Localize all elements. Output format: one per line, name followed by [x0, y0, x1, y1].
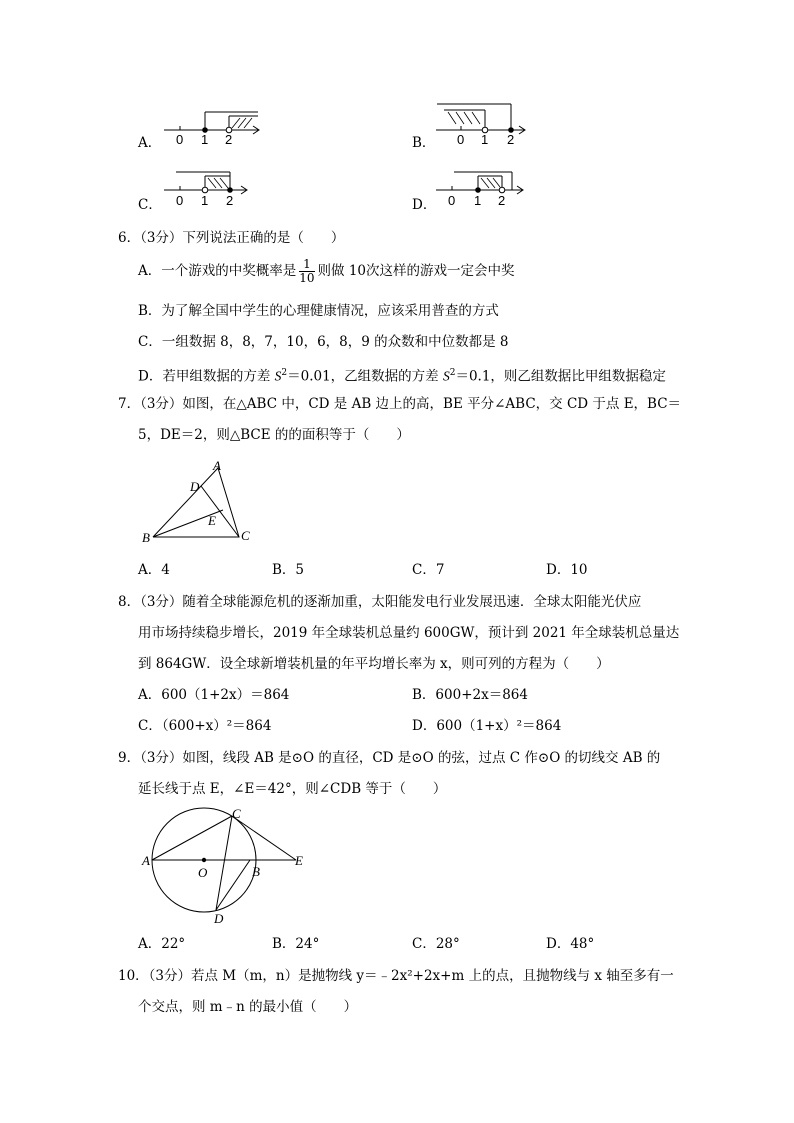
- q8-option-a: A．600（1+2x）＝864: [138, 687, 290, 703]
- vertex-a-label: A: [213, 458, 221, 473]
- vertex-b-label: B: [142, 530, 150, 545]
- number-line-a: [160, 106, 270, 150]
- tick-2: 2: [498, 193, 506, 208]
- q9-option-d: D．48°: [546, 936, 595, 952]
- point-c-label: C: [232, 806, 241, 821]
- q8-option-d: D．600（1+x）²＝864: [412, 718, 562, 734]
- tick-1: 1: [201, 132, 209, 147]
- q7-stem-line1: 7．（3分）如图，在△ABC 中，CD 是 AB 边上的高，BE 平分∠ABC，交 CD 于点 E，BC＝: [118, 396, 682, 412]
- fraction: $\frac{1}{10}$: [299, 257, 315, 285]
- option-b-label: B．: [412, 135, 436, 151]
- q9-option-c: C．28°: [412, 936, 460, 952]
- tick-0: 0: [448, 193, 456, 208]
- q7-option-b: B．5: [272, 562, 305, 578]
- point-e-label: E: [208, 513, 216, 528]
- q9-option-b: B．24°: [272, 936, 320, 952]
- tick-1: 1: [474, 193, 482, 208]
- q6-option-d: D．若甲组数据的方差 $S^2=0.01$，乙组数据的方差 $S^2=0.1$，则乙组数据比甲组数据稳定: [138, 368, 666, 385]
- tick-1: 1: [481, 132, 489, 147]
- option-d-label: D．: [412, 197, 437, 213]
- option-a-label: A．: [138, 135, 162, 151]
- q8-stem-line1: 8．（3分）随着全球能源危机的逐渐加重，太阳能发电行业发展迅速．全球太阳能光伏应: [118, 594, 642, 610]
- q7-option-d: D．10: [546, 562, 588, 578]
- number-line-c: [160, 166, 260, 212]
- tick-2: 2: [226, 193, 234, 208]
- q8-stem-line3: 到 864GW．设全球新增装机量的年平均增长率为 x，则可列的方程为（ ）: [138, 656, 610, 672]
- q7-stem-line2: 5，DE＝2，则△BCE 的的面积等于（ ）: [138, 427, 410, 443]
- point-a-label: A: [142, 853, 150, 868]
- q6-stem: 6．（3分）下列说法正确的是（ ）: [118, 230, 345, 246]
- point-d-label: D: [190, 479, 200, 494]
- q10-stem-line2: 个交点，则 m﹣n 的最小值（ ）: [138, 999, 358, 1015]
- number-line-d: [432, 166, 532, 212]
- tick-0: 0: [457, 132, 465, 147]
- q6-option-b: B．为了解全国中学生的心理健康情况，应该采用普查的方式: [138, 303, 499, 319]
- q9-stem-line1: 9．（3分）如图，线段 AB 是⊙O 的直径，CD 是⊙O 的弦，过点 C 作⊙O 的切线交 AB 的: [118, 750, 661, 766]
- q8-option-c: C．（600+x）²＝864: [138, 718, 272, 734]
- circle-figure: [138, 805, 313, 930]
- tick-0: 0: [176, 193, 184, 208]
- point-e-label: E: [295, 853, 303, 868]
- vertex-c-label: C: [241, 528, 250, 543]
- q9-stem-line2: 延长线于点 E，∠E＝42°，则∠CDB 等于（ ）: [138, 781, 447, 797]
- q6-option-a: A．一个游戏的中奖概率是 $\frac{1}{10}$ 则做 10次这样的游戏一定会中奖: [138, 257, 515, 285]
- tick-2: 2: [225, 132, 233, 147]
- center-o-label: O: [198, 865, 208, 880]
- option-c-label: C．: [138, 197, 162, 213]
- q9-option-a: A．22°: [138, 936, 186, 952]
- q8-stem-line2: 用市场持续稳步增长，2019 年全球装机总量约 600GW，预计到 2021 年全球装机总量达: [138, 625, 680, 641]
- tick-1: 1: [201, 193, 209, 208]
- triangle-figure: [138, 455, 258, 547]
- q10-stem-line1: 10．（3分）若点 M（m，n）是抛物线 y＝﹣2x²+2x+m 上的点，且抛物线与 x 轴至多有一: [118, 968, 674, 984]
- q8-option-b: B．600+2x＝864: [412, 687, 528, 703]
- q7-option-a: A．4: [138, 562, 170, 578]
- point-b-label: B: [252, 864, 260, 879]
- number-line-b: [432, 98, 542, 150]
- tick-2: 2: [507, 132, 515, 147]
- tick-0: 0: [176, 132, 184, 147]
- q7-option-c: C．7: [412, 562, 445, 578]
- point-d-label: D: [214, 911, 224, 926]
- q6-option-c: C．一组数据 8，8，7，10，6，8，9 的众数和中位数都是 8: [138, 334, 509, 350]
